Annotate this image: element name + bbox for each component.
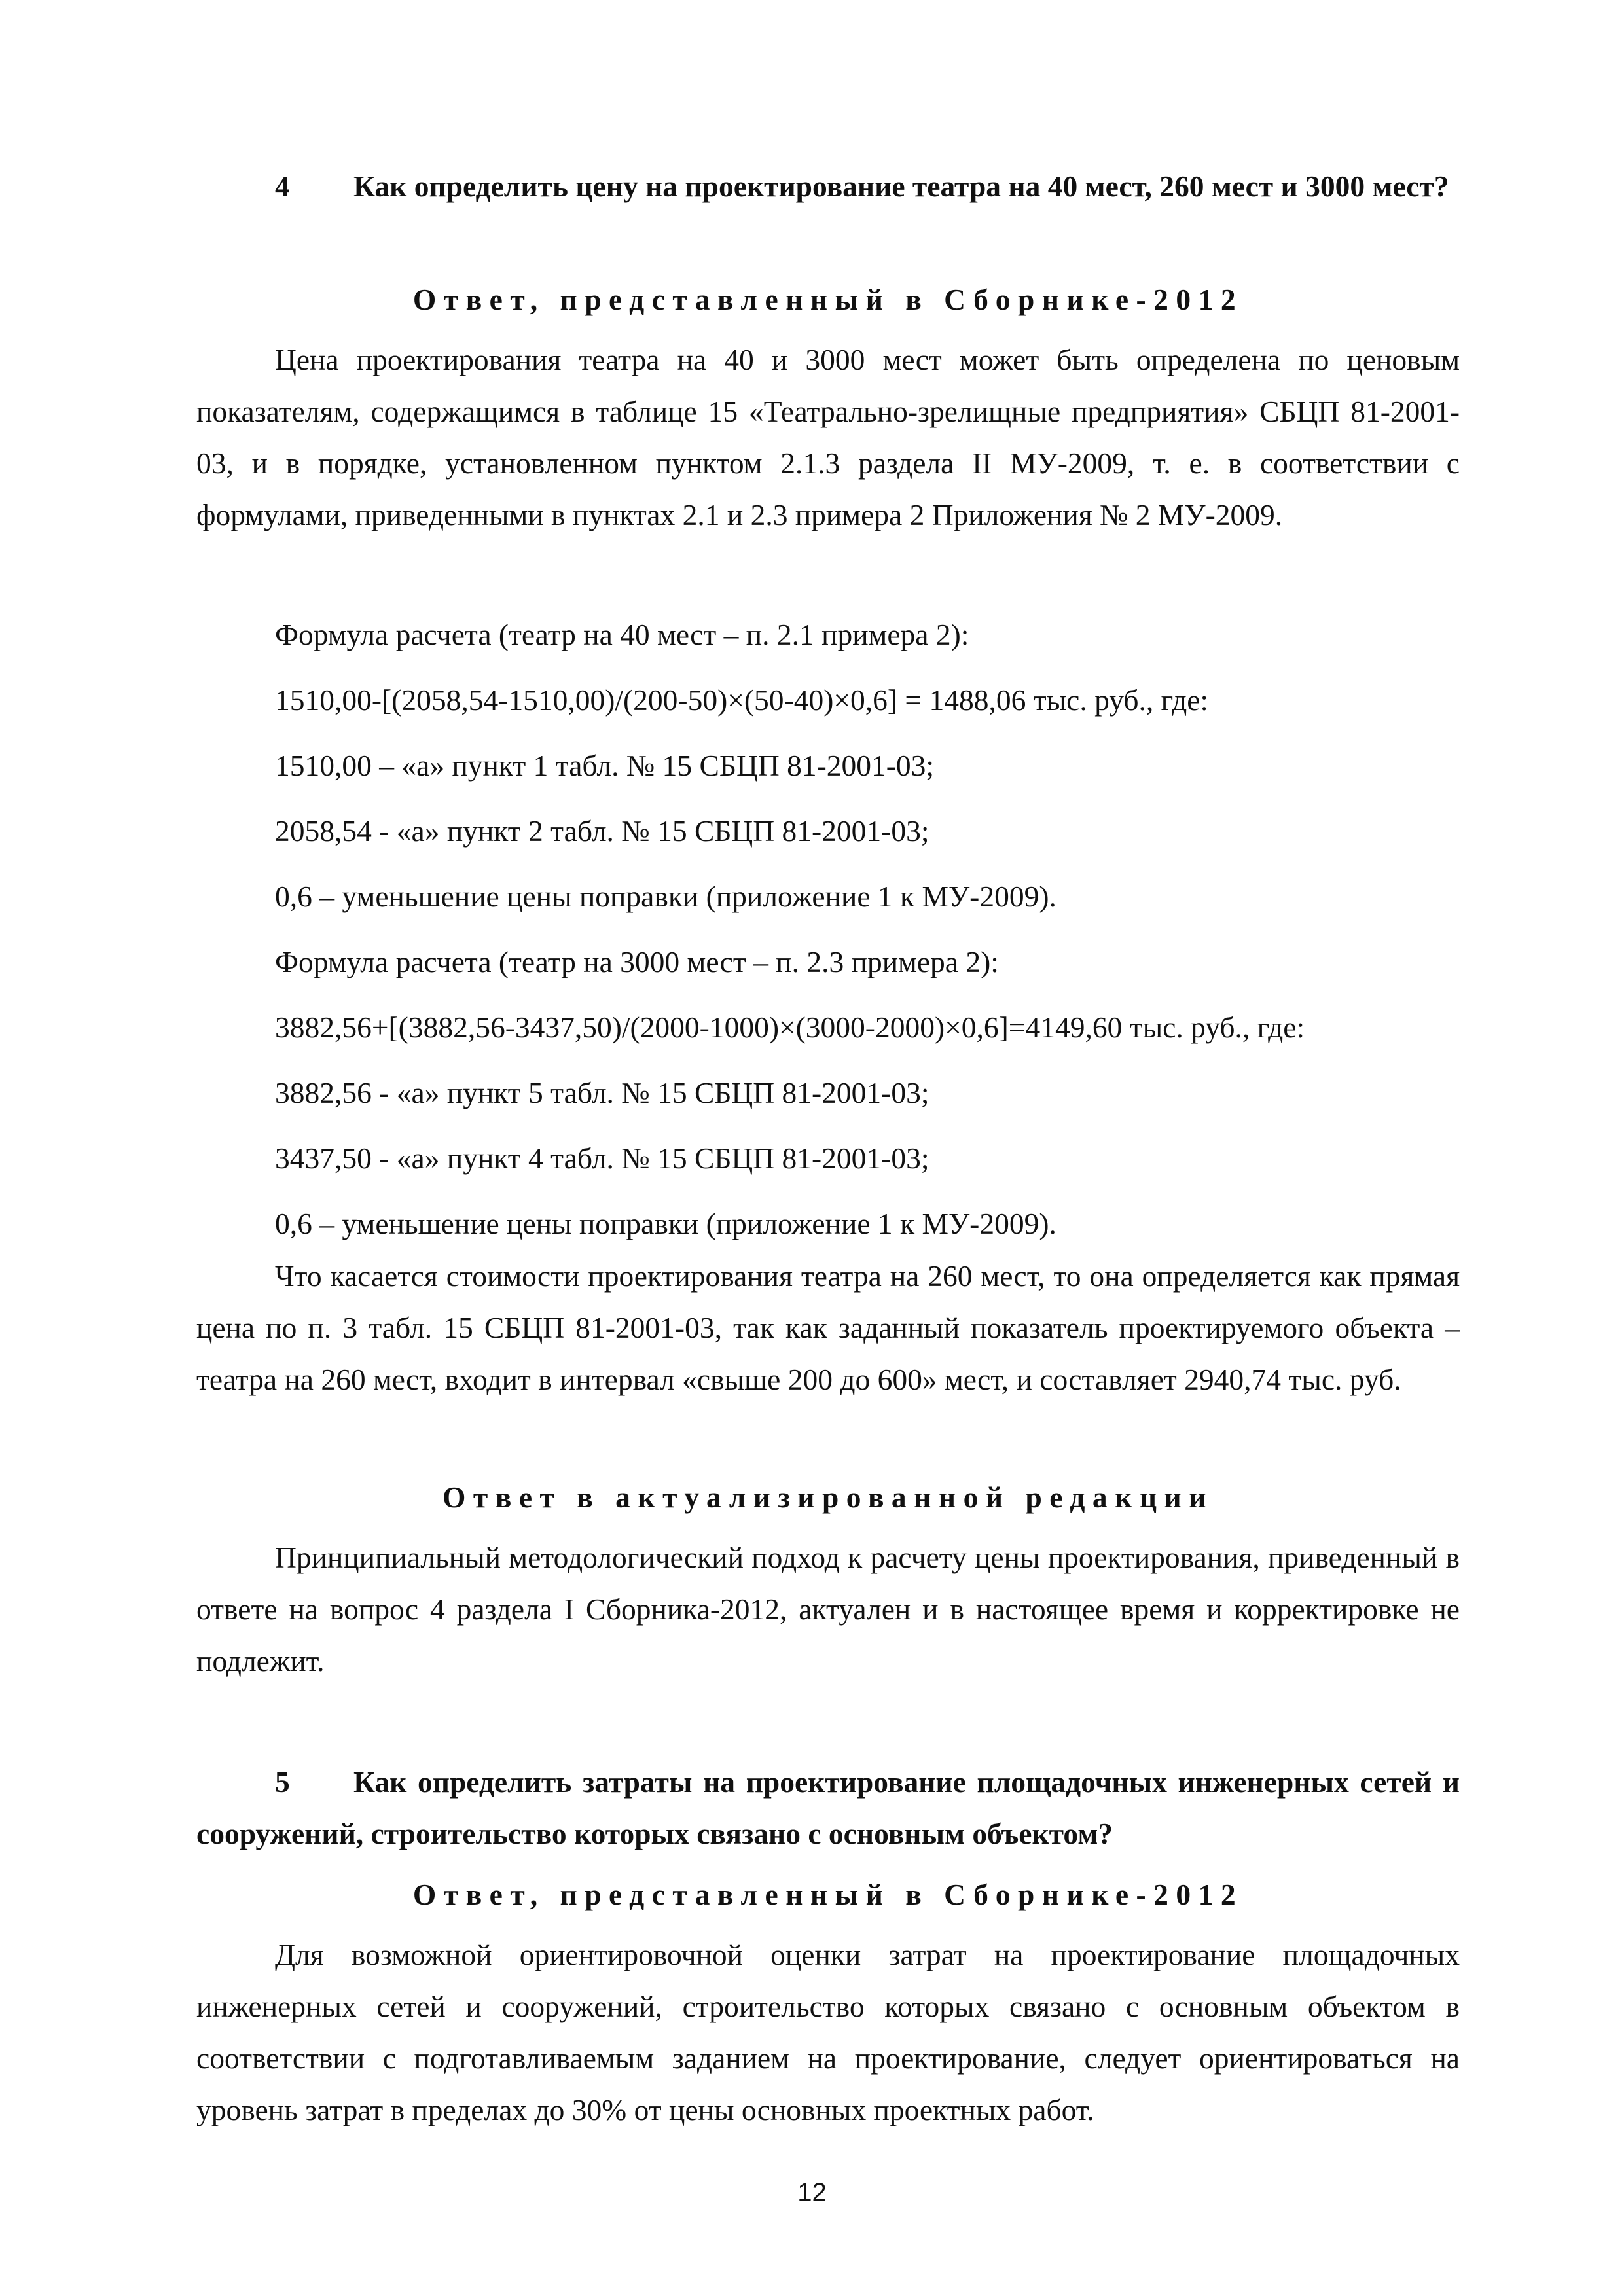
formula-line: 1510,00 – «а» пункт 1 табл. № 15 СБЦП 81-2001-03; bbox=[275, 749, 935, 782]
answer-2012-paragraph-q4-2: Что касается стоимости проектирования театра на 260 мест, то она определяется как прямая цена по п. 3 табл. 15 СБЦП 81-2001-03, так как заданный показатель проектируемого объекта – театра на 260 мест, входит в интервал «свыше 200 до 600» мест, и составляет 2940,74 тыс. руб. bbox=[196, 1259, 1460, 1396]
question-4-number: 4 bbox=[275, 170, 290, 203]
formula-line: 0,6 – уменьшение цены поправки (приложение 1 к МУ-2009). bbox=[275, 1207, 1056, 1240]
answer-2012-paragraph-q5: Для возможной ориентировочной оценки затрат на проектирование площадочных инженерных сетей и сооружений, строительство которых связано с основным объектом в соответствии с подготавливаемым заданием на проектирование, следует ориентироваться на уровень затрат в пределах до 30% от цены основных проектных работ. bbox=[196, 1938, 1460, 2126]
question-5-text: Как определить затраты на проектирование площадочных инженерных сетей и сооружений, строительство которых связано с основным объектом? bbox=[196, 1765, 1460, 1850]
page-number: 12 bbox=[797, 2178, 827, 2207]
question-5-number: 5 bbox=[275, 1765, 290, 1799]
answer-2012-heading-q4: Ответ, представленный в Сборнике-2012 bbox=[412, 283, 1244, 316]
formula-line: 0,6 – уменьшение цены поправки (приложение 1 к МУ-2009). bbox=[275, 880, 1056, 913]
question-4-text: Как определить цену на проектирование театра на 40 мест, 260 мест и 3000 мест? bbox=[353, 170, 1449, 203]
formula-line: 2058,54 - «а» пункт 2 табл. № 15 СБЦП 81-2001-03; bbox=[275, 814, 929, 848]
formula-line: 3882,56+[(3882,56-3437,50)/(2000-1000)×(3000-2000)×0,6]=4149,60 тыс. руб., где: bbox=[275, 1011, 1305, 1044]
answer-2012-heading-q5: Ответ, представленный в Сборнике-2012 bbox=[412, 1878, 1244, 1911]
answer-updated-paragraph-q4: Принципиальный методологический подход к расчету цены проектирования, приведенный в ответе на вопрос 4 раздела I Сборника-2012, актуален и в настоящее время и корректировке не подлежит. bbox=[196, 1541, 1460, 1677]
formula-line: Формула расчета (театр на 3000 мест – п. 2.3 примера 2): bbox=[275, 945, 999, 978]
formula-line: Формула расчета (театр на 40 мест – п. 2.1 примера 2): bbox=[275, 618, 969, 651]
answer-2012-paragraph-q4-1: Цена проектирования театра на 40 и 3000 мест может быть определена по ценовым показателям, содержащимся в таблице 15 «Театрально-зрелищные предприятия» СБЦП 81-2001-03, и в порядке, установленном пунктом 2.1.3 раздела II МУ-2009, т. е. в соответствии с формулами, приведенными в пунктах 2.1 и 2.3 примера 2 Приложения № 2 МУ-2009. bbox=[196, 343, 1460, 531]
question-5-heading bbox=[196, 1756, 1460, 1859]
question-4-heading bbox=[196, 160, 1460, 212]
answer-updated-heading-q4: Ответ в актуализированной редакции bbox=[442, 1480, 1214, 1514]
formula-list-q4 bbox=[196, 609, 1460, 1249]
formula-line: 3882,56 - «а» пункт 5 табл. № 15 СБЦП 81-2001-03; bbox=[275, 1076, 929, 1109]
formula-line: 3437,50 - «а» пункт 4 табл. № 15 СБЦП 81-2001-03; bbox=[275, 1141, 929, 1175]
formula-line: 1510,00-[(2058,54-1510,00)/(200-50)×(50-40)×0,6] = 1488,06 тыс. руб., где: bbox=[275, 683, 1209, 717]
